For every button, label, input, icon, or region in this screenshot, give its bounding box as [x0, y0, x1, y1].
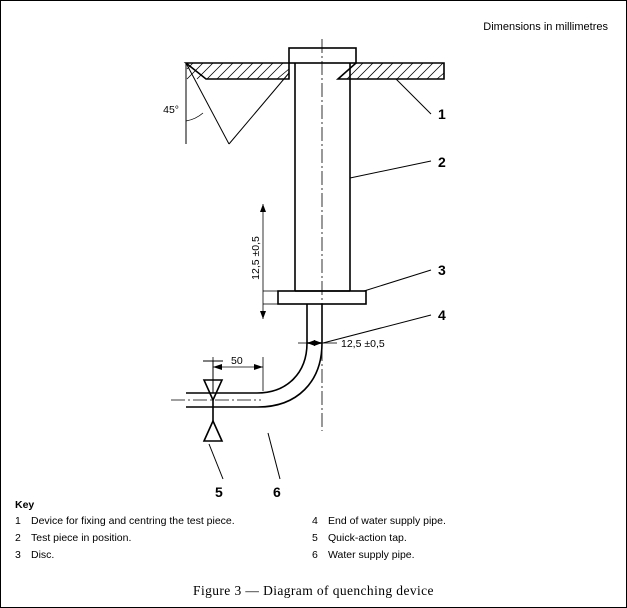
- diagram-svg: [1, 1, 627, 501]
- key-item-1-number: 1: [15, 515, 21, 527]
- key-item-6-text: Water supply pipe.: [328, 549, 415, 562]
- dim-50-label: 50: [231, 355, 243, 367]
- callout-2-label: 2: [438, 154, 446, 170]
- tap-valve-bottom: [204, 421, 222, 441]
- key-item-4-number: 4: [312, 515, 318, 527]
- callout-3-leader: [364, 270, 431, 291]
- key-item-2: [15, 532, 315, 545]
- angle-arc: [186, 113, 203, 121]
- key-item-5: [312, 532, 612, 545]
- key-item-2-text: Test piece in position.: [31, 532, 132, 545]
- key-item-5-text: Quick-action tap.: [328, 532, 407, 545]
- dim-horizontal-label: 12,5 ±0,5: [341, 338, 385, 350]
- callout-1-label: 1: [438, 106, 446, 122]
- dim-h-arrow-left: [307, 340, 315, 346]
- angle-leader: [229, 73, 289, 144]
- key-item-4: [312, 515, 612, 528]
- key-item-6: [312, 549, 612, 562]
- water-pipe-outer: [233, 304, 322, 407]
- dim-vertical-arrow-top: [260, 204, 266, 212]
- key-item-4-text: End of water supply pipe.: [328, 515, 446, 527]
- fixing-plate-left: [186, 63, 289, 79]
- callout-5-leader: [209, 444, 223, 479]
- key-column-left: [15, 515, 315, 566]
- key-item-3-number: 3: [15, 549, 21, 562]
- key-item-6-number: 6: [312, 549, 318, 562]
- test-piece-head: [289, 48, 356, 63]
- key-title: Key: [15, 499, 35, 511]
- angle-label: 45°: [163, 104, 179, 116]
- dim-vertical-label: 12,5 ±0,5: [250, 236, 262, 280]
- dim-50-arrow-right: [254, 364, 263, 370]
- quenching-device-diagram: [1, 1, 627, 501]
- key-item-5-number: 5: [312, 532, 318, 545]
- key-item-2-number: 2: [15, 532, 21, 545]
- callout-1-leader: [396, 79, 431, 114]
- angle-ray: [186, 63, 229, 144]
- units-note: Dimensions in millimetres: [483, 21, 608, 33]
- callout-2-leader: [350, 161, 431, 178]
- callout-4-label: 4: [438, 307, 446, 323]
- water-pipe-inner: [233, 304, 307, 393]
- key-column-right: [312, 515, 612, 566]
- key-item-1: [15, 515, 315, 528]
- key-item-3-text: Disc.: [31, 549, 55, 562]
- callout-6-leader: [268, 433, 280, 479]
- key-item-3: [15, 549, 315, 562]
- callout-5-label: 5: [215, 484, 223, 500]
- callout-6-label: 6: [273, 484, 281, 500]
- figure-caption: Figure 3 — Diagram of quenching device: [193, 583, 434, 598]
- dim-50-arrow-left: [213, 364, 222, 370]
- hatch-right: [347, 63, 444, 79]
- dim-h-arrow-right: [314, 340, 322, 346]
- dim-vertical-arrow-bottom: [260, 311, 266, 319]
- key-item-1-text: Device for fixing and centring the test piece.: [31, 515, 235, 527]
- callout-3-label: 3: [438, 262, 446, 278]
- key-block: [15, 499, 615, 562]
